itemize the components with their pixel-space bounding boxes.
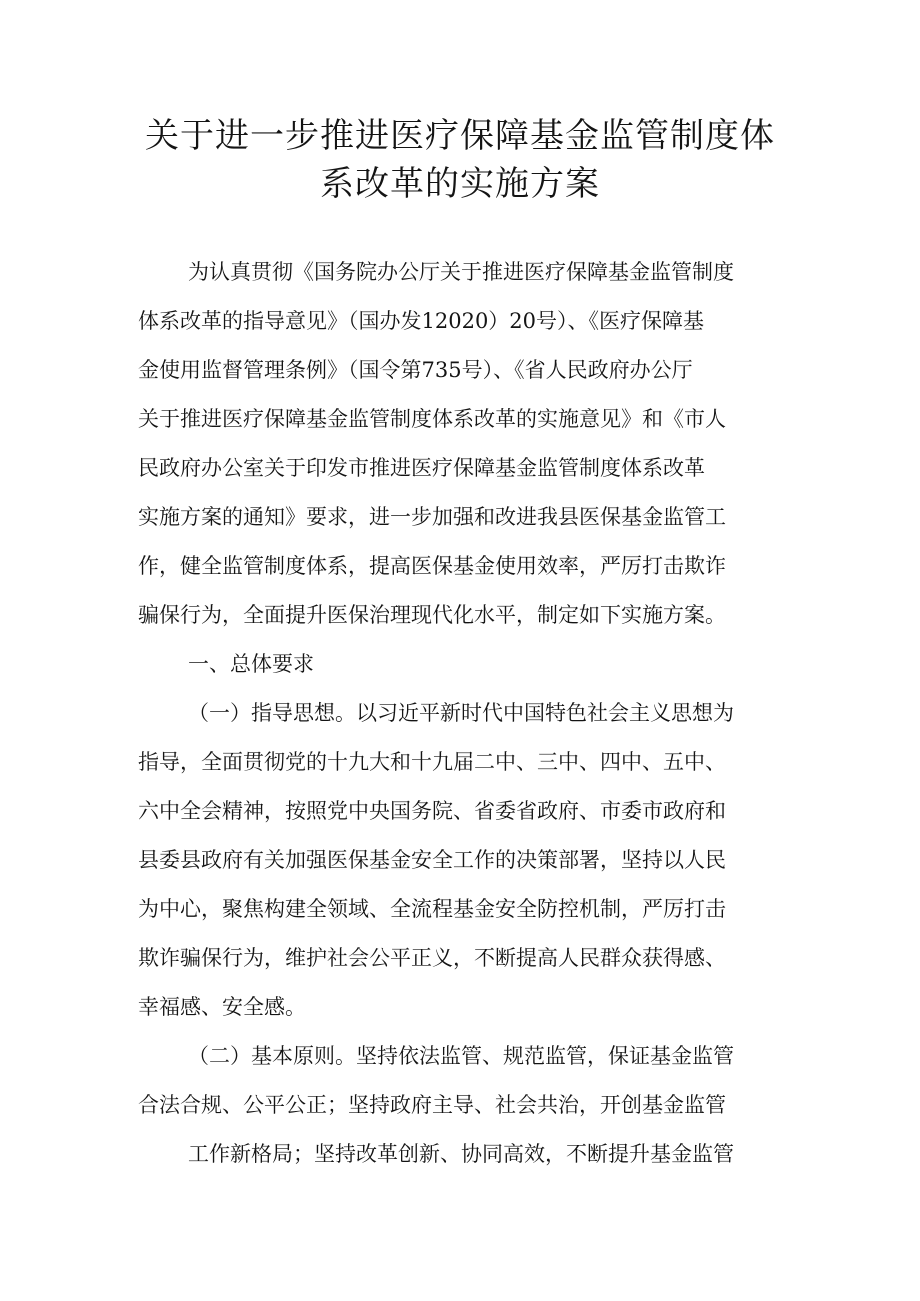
paragraph-line-2: 体系改革的指导意见》（国办发12020）20号）、《医疗保障基: [138, 309, 705, 333]
paragraph-line-7: 作，健全监管制度体系，提高医保基金使用效率，严厉打击欺诈: [138, 554, 726, 578]
paragraph-line-17: 合法合规、公平公正；坚持政府主导、社会共治，开创基金监管: [138, 1093, 726, 1117]
paragraph-line-1: 为认真贯彻《国务院办公厅关于推进医疗保障基金监管制度: [188, 260, 734, 284]
paragraph-line-5: 民政府办公室关于印发市推进医疗保障基金监管制度体系改革: [138, 456, 705, 480]
section-heading-overall-requirements: 一、总体要求: [188, 652, 314, 676]
paragraph-line-16: （二）基本原则。坚持依法监管、规范监管，保证基金监管: [188, 1044, 734, 1068]
paragraph-line-3: 金使用监督管理条例》（国令第735号）、《省人民政府办公厅: [138, 358, 693, 382]
paragraph-line-4: 关于推进医疗保障基金监管制度体系改革的实施意见》和《市人: [138, 407, 726, 431]
paragraph-line-10: 指导，全面贯彻党的十九大和十九届二中、三中、四中、五中、: [138, 750, 726, 774]
paragraph-line-11: 六中全会精神，按照党中央国务院、省委省政府、市委市政府和: [138, 799, 726, 823]
paragraph-line-18: 工作新格局；坚持改革创新、协同高效，不断提升基金监管: [188, 1142, 734, 1166]
paragraph-line-6: 实施方案的通知》要求，进一步加强和改进我县医保基金监管工: [138, 505, 726, 529]
document-title-line-2: 系改革的实施方案: [320, 164, 600, 204]
paragraph-line-13: 为中心，聚焦构建全领域、全流程基金安全防控机制，严厉打击: [138, 897, 726, 921]
paragraph-line-12: 县委县政府有关加强医保基金安全工作的决策部署，坚持以人民: [138, 848, 726, 872]
document-title-line-1: 关于进一步推进医疗保障基金监管制度体: [145, 116, 775, 156]
paragraph-line-8: 骗保行为，全面提升医保治理现代化水平，制定如下实施方案。: [138, 603, 726, 627]
paragraph-line-15: 幸福感、安全感。: [138, 995, 306, 1019]
paragraph-line-9: （一）指导思想。以习近平新时代中国特色社会主义思想为: [188, 701, 734, 725]
paragraph-line-14: 欺诈骗保行为，维护社会公平正义，不断提高人民群众获得感、: [138, 946, 726, 970]
